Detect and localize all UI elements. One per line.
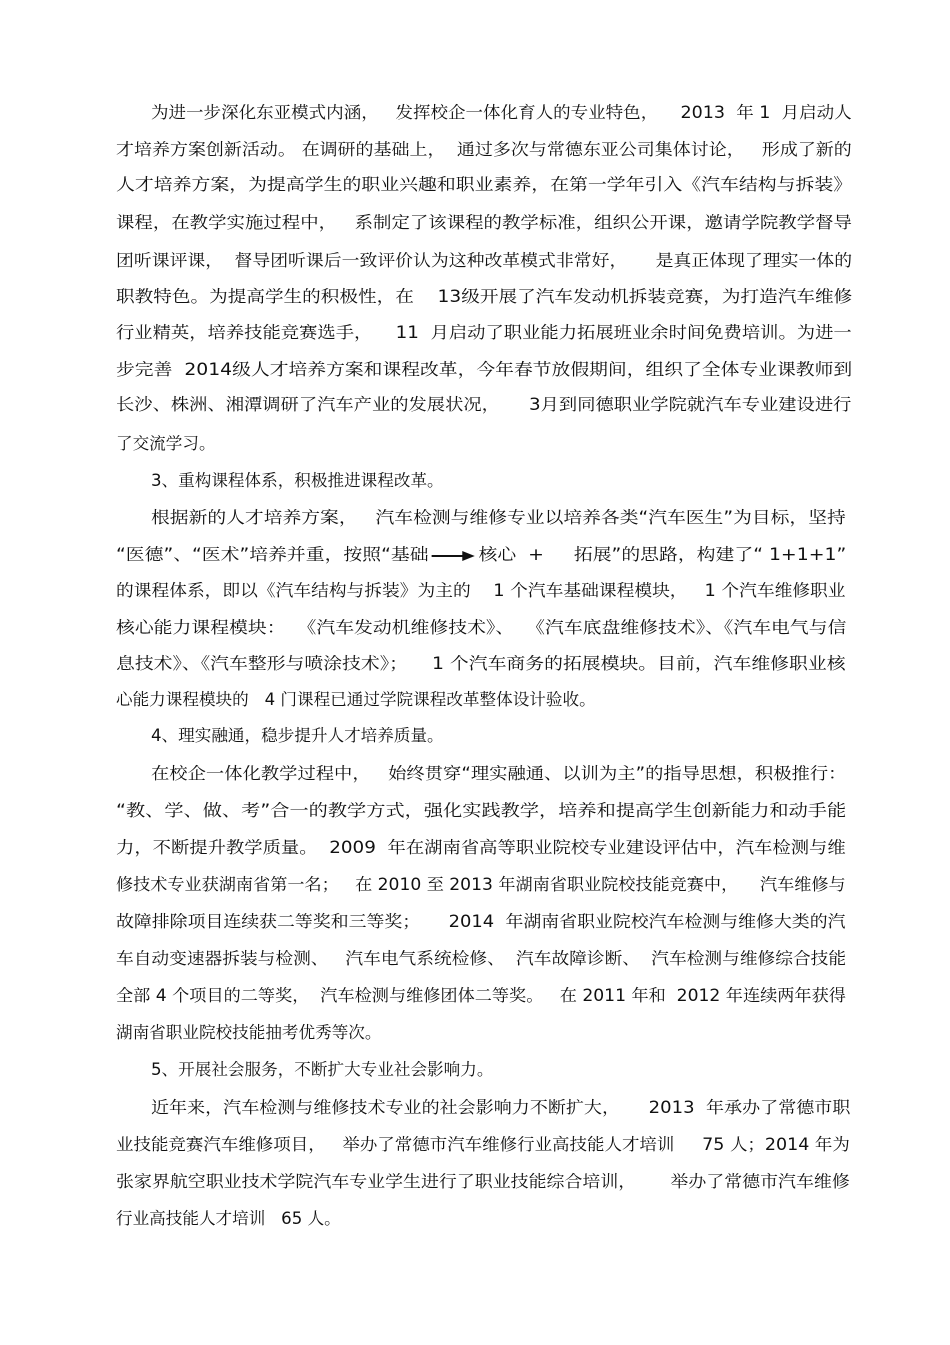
paragraph-line: 修技术专业获湖南省第一名； 在 2010 至 2013 年湖南省职业院校技能竞赛中， 汽车维修与 bbox=[116, 875, 846, 894]
paragraph-line: 心能力课程模块的 4 门课程已通过学院课程改革整体设计验收。 bbox=[116, 690, 596, 709]
paragraph-line: 职教特色。为提高学生的积极性，在 13级开展了汽车发动机拆装竞赛，为打造汽车维修 bbox=[116, 287, 853, 306]
paragraph-line: 长沙、株洲、湘潭调研了汽车产业的发展状况， 3月到同德职业学院就汽车专业建设进行 bbox=[116, 395, 852, 414]
paragraph-line: 课程，在教学实施过程中， 系制定了该课程的教学标准，组织公开课，邀请学院教学督导 bbox=[116, 213, 852, 232]
section-heading: 4、理实融通，稳步提升人才培养质量。 bbox=[151, 726, 444, 745]
paragraph-line: 全部 4 个项目的二等奖， 汽车检测与维修团体二等奖。 在 2011 年和 2012 年连续两年获得 bbox=[116, 986, 846, 1005]
arrow-right-icon bbox=[431, 550, 476, 562]
paragraph-line: 湖南省职业院校技能抽考优秀等次。 bbox=[116, 1023, 382, 1042]
paragraph-line: 行业高技能人才培训 65 人。 bbox=[116, 1209, 341, 1228]
paragraph-line: 力，不断提升教学质量。 2009 年在湖南省高等职业院校专业建设评估中，汽车检测与维 bbox=[116, 838, 846, 857]
section-heading: 5、开展社会服务，不断扩大专业社会影响力。 bbox=[151, 1060, 494, 1079]
section-heading: 3、重构课程体系，积极推进课程改革。 bbox=[151, 471, 444, 490]
paragraph-line: “医德”、“医术”培养并重，按照“基础 核心 + 拓展”的思路，构建了“ 1+1+1” bbox=[116, 545, 847, 564]
paragraph-line: 业技能竞赛汽车维修项目， 举办了常德市汽车维修行业高技能人才培训 75 人；2014 年为 bbox=[116, 1135, 850, 1154]
paragraph-line: 近年来，汽车检测与维修技术专业的社会影响力不断扩大， 2013 年承办了常德市职 bbox=[151, 1098, 851, 1117]
paragraph-line: 步完善 2014级人才培养方案和课程改革，今年春节放假期间，组织了全体专业课教师到 bbox=[116, 360, 853, 379]
paragraph-line: 根据新的人才培养方案， 汽车检测与维修专业以培养各类“汽车医生”为目标，坚持 bbox=[151, 508, 846, 527]
paragraph-line: 了交流学习。 bbox=[116, 434, 216, 453]
paragraph-line: 息技术》、《汽车整形与喷涂技术》； 1 个汽车商务的拓展模块。目前，汽车维修职业核 bbox=[116, 654, 846, 673]
paragraph-line: 的课程体系，即以《汽车结构与拆装》为主的 1 个汽车基础课程模块， 1 个汽车维修职业 bbox=[116, 581, 846, 600]
paragraph-line: 张家界航空职业技术学院汽车专业学生进行了职业技能综合培训， 举办了常德市汽车维修 bbox=[116, 1172, 850, 1191]
paragraph-line: 团听课评课， 督导团听课后一致评价认为这种改革模式非常好， 是真正体现了理实一体的 bbox=[116, 251, 853, 270]
paragraph-line: 人才培养方案，为提高学生的职业兴趣和职业素养，在第一学年引入《汽车结构与拆装》 bbox=[116, 175, 853, 194]
paragraph-line: 在校企一体化教学过程中， 始终贯穿“理实融通、以训为主”的指导思想，积极推行： bbox=[151, 764, 847, 783]
paragraph-line: 为进一步深化东亚模式内涵， 发挥校企一体化育人的专业特色， 2013 年 1 月启动人 bbox=[151, 103, 852, 122]
paragraph-line: 才培养方案创新活动。 在调研的基础上， 通过多次与常德东亚公司集体讨论， 形成了新的 bbox=[116, 140, 852, 159]
paragraph-line: 故障排除项目连续获二等奖和三等奖； 2014 年湖南省职业院校汽车检测与维修大类的汽 bbox=[116, 912, 846, 931]
paragraph-line: 车自动变速器拆装与检测、 汽车电气系统检修、 汽车故障诊断、 汽车检测与维修综合技能 bbox=[116, 949, 847, 968]
paragraph-line: 行业精英，培养技能竞赛选手， 11 月启动了职业能力拓展班业余时间免费培训。为进一 bbox=[116, 323, 852, 342]
paragraph-line: “教、学、做、考”合一的教学方式，强化实践教学，培养和提高学生创新能力和动手能 bbox=[116, 801, 847, 820]
paragraph-line: 核心能力课程模块： 《汽车发动机维修技术》、 《汽车底盘维修技术》、《汽车电气与信 bbox=[116, 618, 847, 637]
